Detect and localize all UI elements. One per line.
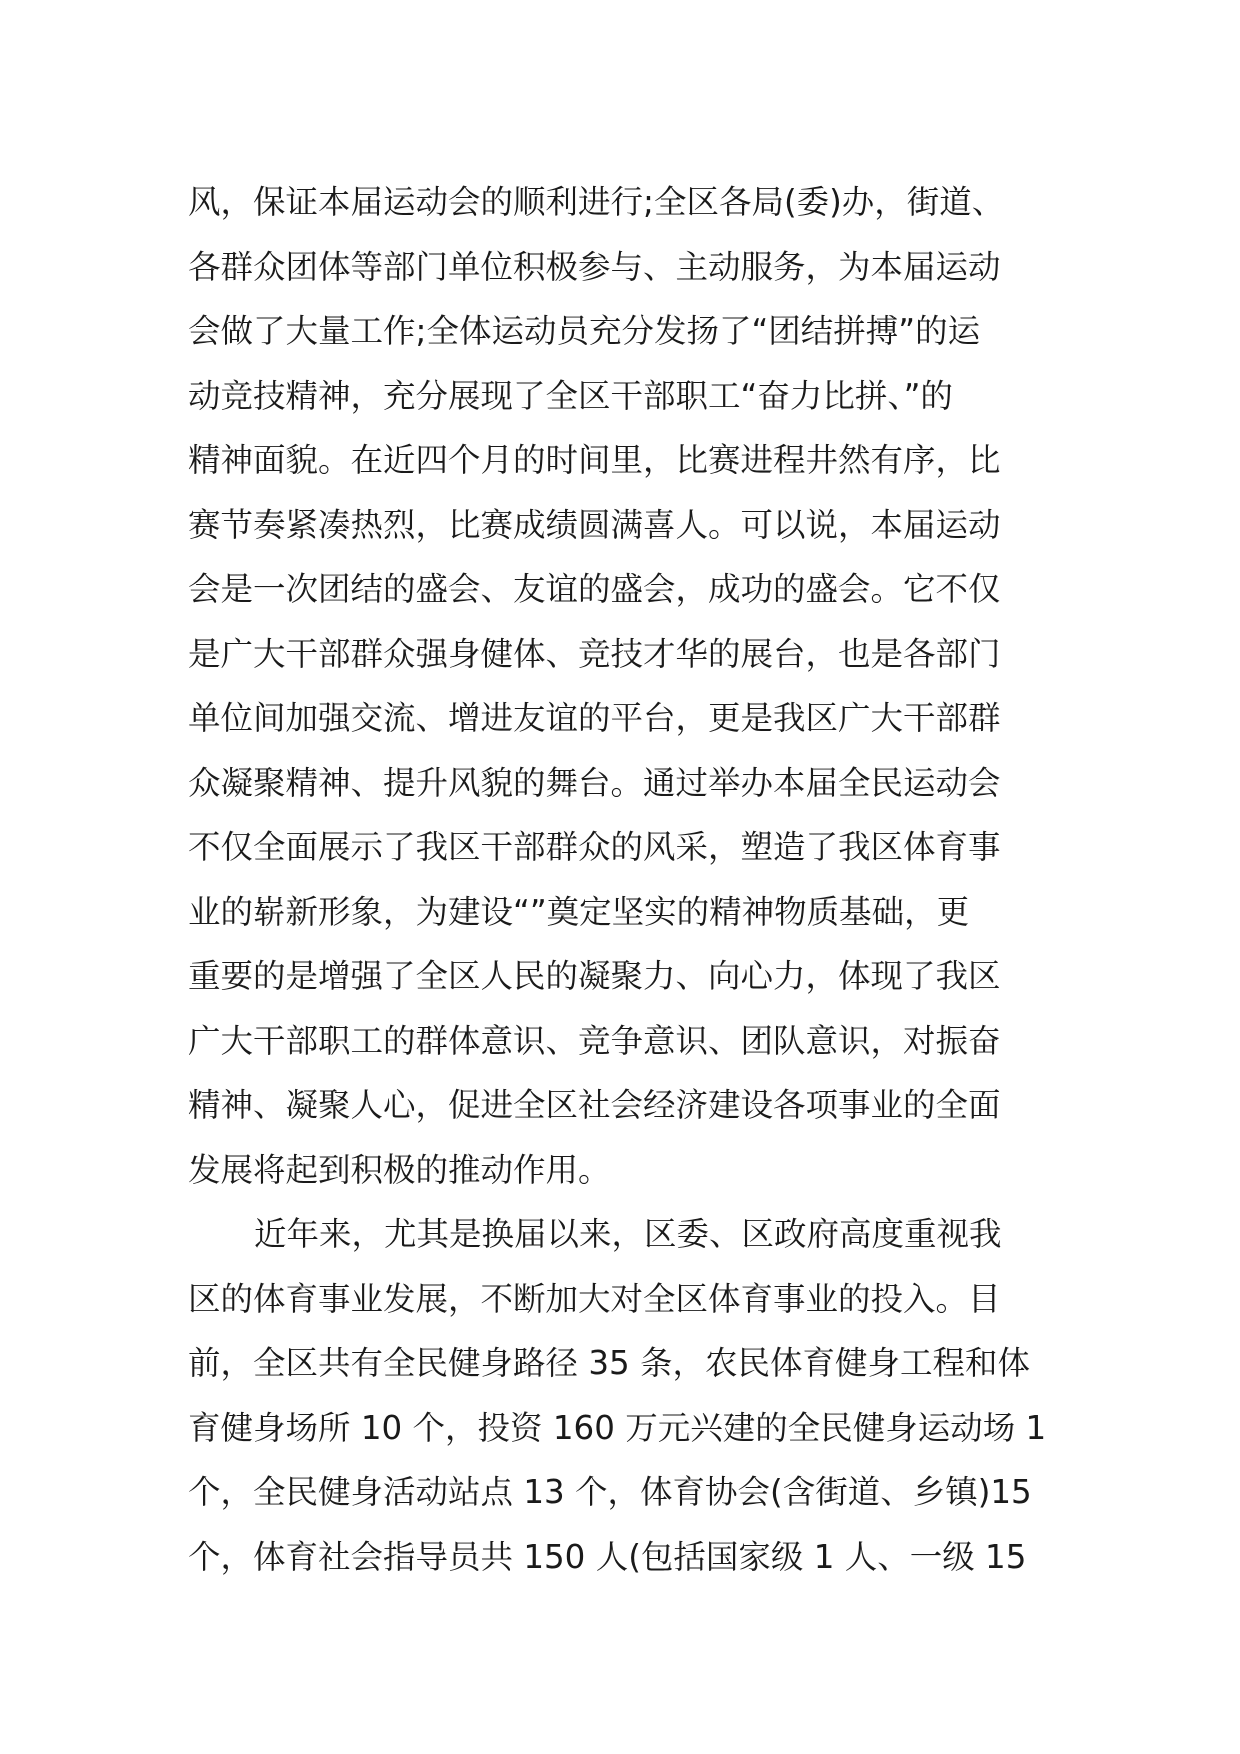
text-line: 区的体育事业发展，不断加大对全区体育事业的投入。目 [188,1279,1001,1318]
text-line: 个，体育社会指导员共 150 人(包括国家级 1 人、一级 15 [188,1537,1027,1576]
paragraph-1 [188,170,1068,1202]
text-line: 精神、凝聚人心，促进全区社会经济建设各项事业的全面 [188,1086,1001,1124]
text-line: 个，全民健身活动站点 13 个，体育协会(含街道、乡镇)15 [188,1473,1032,1511]
text-line: 单位间加强交流、增进友谊的平台，更是我区广大干部群 [188,699,1001,737]
body-text [188,170,1068,1589]
text-line: 广大干部职工的群体意识、竞争意识、团队意识，对振奋 [188,1021,1001,1060]
text-line: 重要的是增强了全区人民的凝聚力、向心力，体现了我区 [188,957,1001,995]
paragraph-2 [188,1202,1068,1589]
text-line: 业的崭新形象，为建设“”奠定坚实的精神物质基础，更 [188,892,970,931]
text-line: 会是一次团结的盛会、友谊的盛会，成功的盛会。它不仅 [188,570,1001,608]
text-line: 各群众团体等部门单位积极参与、主动服务，为本届运动 [188,247,1001,286]
text-line: 动竞技精神，充分展现了全区干部职工“奋力比拼、”的 [188,376,953,415]
text-line: 赛节奏紧凑热烈，比赛成绩圆满喜人。可以说，本届运动 [188,505,1001,544]
text-line: 发展将起到积极的推动作用。 [188,1150,611,1189]
text-line: 众凝聚精神、提升风貌的舞台。通过举办本届全民运动会 [188,763,1001,802]
text-line: 会做了大量工作;全体运动员充分发扬了“团结拼搏”的运 [188,312,981,350]
text-line: 风，保证本届运动会的顺利进行;全区各局(委)办，街道、 [188,183,1005,221]
text-line: 不仅全面展示了我区干部群众的风采，塑造了我区体育事 [188,828,1001,866]
text-line: 前，全区共有全民健身路径 35 条，农民体育健身工程和体 [188,1344,1031,1382]
text-line: 育健身场所 10 个，投资 160 万元兴建的全民健身运动场 1 [188,1408,1047,1447]
text-line: 是广大干部群众强身健体、竞技才华的展台，也是各部门 [188,634,1001,673]
text-line: 近年来，尤其是换届以来，区委、区政府高度重视我 [254,1215,1002,1253]
text-line: 精神面貌。在近四个月的时间里，比赛进程井然有序，比 [188,441,1001,479]
